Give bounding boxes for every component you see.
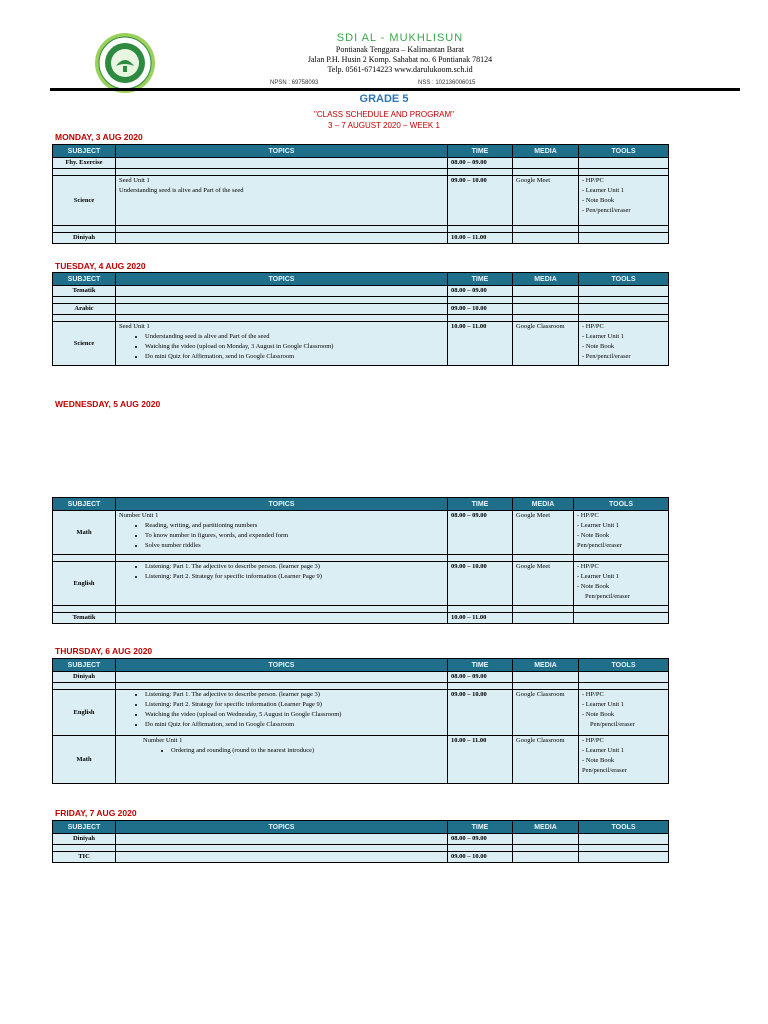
table-header-row: SUBJECT TOPICS TIME MEDIA TOOLS xyxy=(53,659,669,672)
subtitle-program: "CLASS SCHEDULE AND PROGRAM" xyxy=(314,110,454,119)
npsn-number: NPSN : 69758093 xyxy=(270,80,319,86)
subject-cell: Science xyxy=(53,322,116,366)
address-line-1: Pontianak Tenggara – Kalimantan Barat xyxy=(335,45,465,54)
time-cell: 08.00 – 09.00 xyxy=(448,511,513,555)
topics-cell: • Listening: Part 1. The adjective to describe person. (learner page 3) • Listening: Part 2. Strategy for specific information (Learner Page 9) • Watching the video (upload on Wednesday, 5 August in Google Classroom) • Do mini Quiz for Affirmation, send in Google Classroom xyxy=(116,690,448,736)
subject-cell: Fhy. Exercise xyxy=(53,158,116,169)
time-cell: 10.00 – 11.00 xyxy=(448,322,513,366)
day-title-wednesday: WEDNESDAY, 5 AUG 2020 xyxy=(55,399,161,409)
subject-cell: Science xyxy=(53,176,116,226)
topics-cell: Number Unit 1 • Ordering and rounding (round to the nearest introduce) xyxy=(116,736,448,784)
tools-cell: - HP/PC - Learner Unit 1 - Note Book Pen/pencil/eraser xyxy=(574,511,669,555)
school-name: SDI AL - MUKHLISUN xyxy=(336,32,464,44)
time-cell: 09.00 – 10.00 xyxy=(448,562,513,606)
header-rule xyxy=(50,88,740,91)
topics-cell: Number Unit 1 • Reading, writing, and partitioning numbers • To know number in figures, words, and expended form • Solve number riddles xyxy=(116,511,448,555)
table-row xyxy=(53,852,669,863)
table-row xyxy=(53,736,669,784)
day-title-thursday: THURSDAY, 6 AUG 2020 xyxy=(55,646,153,656)
spacer-row xyxy=(53,169,669,176)
table-row xyxy=(53,176,669,226)
time-cell: 10.00 – 11.00 xyxy=(448,613,513,624)
subject-cell: Diniyah xyxy=(53,233,116,244)
table-row xyxy=(53,690,669,736)
subject-cell: Arabic xyxy=(53,304,116,315)
registration-numbers xyxy=(270,80,500,86)
time-cell: 08.00 – 09.00 xyxy=(448,286,513,297)
time-cell: 09.00 – 10.00 xyxy=(448,304,513,315)
school-logo xyxy=(94,32,156,94)
letterhead xyxy=(230,32,570,75)
topics-cell: Seed Unit 1 • Understanding seed is alive and Part of the seed • Watching the video (upload on Monday, 3 August in Google Classroom) • Do mini Quiz for Affirmation, send in Google Classroom xyxy=(116,322,448,366)
spacer-row xyxy=(53,226,669,233)
table-header-row: SUBJECT TOPICS TIME MEDIA TOOLS xyxy=(53,273,669,286)
media-cell: Google Meet xyxy=(513,562,574,606)
address-line-3: Telp. 0561-6714223 www.darulukoom.sch.id xyxy=(327,65,473,74)
table-header-row: SUBJECT TOPICS TIME MEDIA TOOLS xyxy=(53,498,669,511)
table-row xyxy=(53,562,669,606)
spacer-row xyxy=(53,297,669,304)
topics-cell: • Listening: Part 1. The adjective to describe person. (learner page 3) • Listening: Part 2. Strategy for specific information (Learner Page 9) xyxy=(116,562,448,606)
spacer-row xyxy=(53,845,669,852)
table-wednesday xyxy=(52,497,669,624)
table-row xyxy=(53,511,669,555)
table-tuesday xyxy=(52,272,669,366)
table-row xyxy=(53,834,669,845)
tools-cell: - HP/PC - Learner Unit 1 - Note Book - Pen/pencil/eraser xyxy=(579,176,669,226)
media-cell: Google Classroom xyxy=(513,322,579,366)
subject-cell: Math xyxy=(53,736,116,784)
day-title-monday: MONDAY, 3 AUG 2020 xyxy=(55,132,143,142)
time-cell: 08.00 – 09.00 xyxy=(448,672,513,683)
subject-cell: Diniyah xyxy=(53,834,116,845)
tools-cell: - HP/PC - Learner Unit 1 - Note Book Pen/pencil/eraser xyxy=(579,736,669,784)
media-cell: Google Classroom xyxy=(513,690,579,736)
spacer-row xyxy=(53,315,669,322)
spacer-row xyxy=(53,683,669,690)
header-media: MEDIA xyxy=(513,145,579,158)
subject-cell: Tematik xyxy=(53,286,116,297)
header-time: TIME xyxy=(448,145,513,158)
subject-cell: English xyxy=(53,562,116,606)
tools-cell: - HP/PC - Learner Unit 1 - Note Book - Pen/pencil/eraser xyxy=(579,322,669,366)
media-cell: Google Classroom xyxy=(513,736,579,784)
subject-cell: Tematik xyxy=(53,613,116,624)
subject-cell: TIC xyxy=(53,852,116,863)
table-row xyxy=(53,304,669,315)
time-cell: 09.00 – 10.00 xyxy=(448,690,513,736)
time-cell: 09.00 – 10.00 xyxy=(448,852,513,863)
subtitle xyxy=(0,109,768,131)
spacer-row xyxy=(53,555,669,562)
day-title-friday: FRIDAY, 7 AUG 2020 xyxy=(55,808,137,818)
table-header-row xyxy=(53,145,669,158)
address-line-2: Jalan P.H. Husin 2 Komp. Sahabat no. 6 Pontianak 78124 xyxy=(307,55,493,64)
subject-cell: Math xyxy=(53,511,116,555)
table-friday xyxy=(52,820,669,863)
header-topics: TOPICS xyxy=(116,145,448,158)
table-row xyxy=(53,286,669,297)
spacer-row xyxy=(53,606,669,613)
table-row xyxy=(53,322,669,366)
time-cell: 10.00 – 11.00 xyxy=(448,736,513,784)
table-row xyxy=(53,613,669,624)
table-monday xyxy=(52,144,669,244)
day-title-tuesday: TUESDAY, 4 AUG 2020 xyxy=(55,261,146,271)
table-row xyxy=(53,233,669,244)
time-cell: 10.00 – 11.00 xyxy=(448,233,513,244)
table-row xyxy=(53,672,669,683)
time-cell: 08.00 – 09.00 xyxy=(448,158,513,169)
subject-cell: Diniyah xyxy=(53,672,116,683)
table-header-row: SUBJECT TOPICS TIME MEDIA TOOLS xyxy=(53,821,669,834)
nss-number: NSS : 102136006015 xyxy=(418,80,476,86)
subtitle-week: 3 – 7 AUGUST 2020 – WEEK 1 xyxy=(328,121,440,130)
table-thursday xyxy=(52,658,669,784)
table-row xyxy=(53,158,669,169)
time-cell: 09.00 – 10.00 xyxy=(448,176,513,226)
media-cell: Google Meet xyxy=(513,176,579,226)
tools-cell: - HP/PC - Learner Unit 1 - Note Book Pen/pencil/eraser xyxy=(574,562,669,606)
header-subject: SUBJECT xyxy=(53,145,116,158)
grade-title: GRADE 5 xyxy=(359,93,409,105)
time-cell: 08.00 – 09.00 xyxy=(448,834,513,845)
topics-cell: Seed Unit 1 Understanding seed is alive and Part of the seed xyxy=(116,176,448,226)
media-cell: Google Meet xyxy=(513,511,574,555)
header-tools: TOOLS xyxy=(579,145,669,158)
tools-cell: - HP/PC - Learner Unit 1 - Note Book Pen/pencil/eraser xyxy=(579,690,669,736)
subject-cell: English xyxy=(53,690,116,736)
